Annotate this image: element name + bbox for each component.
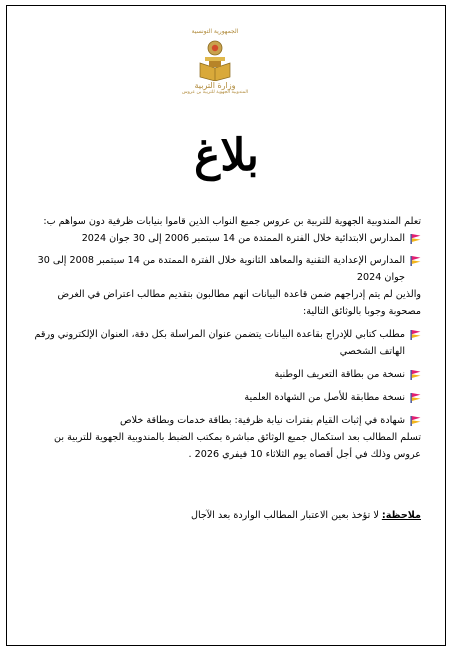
ministry-emblem-icon xyxy=(196,37,234,81)
document-written-request: مطلب كتابي للإدراج بقاعدة البيانات يتضمن عنوان المراسلة بكل دقة، العنوان الإلكتروني ورقم الهاتف الشخصي xyxy=(34,329,405,357)
flag-bullet-icon xyxy=(410,415,421,426)
flag-bullet-icon xyxy=(410,392,421,403)
list-item xyxy=(30,412,421,429)
intro-paragraph: تعلم المندوبية الجهوية للتربية بن عروس جميع النواب الذين قاموا بنيابات ظرفية دون سواهم ب: xyxy=(43,216,421,227)
document-title: بلاغ xyxy=(194,130,259,181)
list-item xyxy=(30,230,421,247)
note-text: لا تؤخذ بعين الاعتبار المطالب الواردة بعد الآجال xyxy=(190,510,379,521)
notice-body xyxy=(30,213,421,524)
note xyxy=(30,507,421,524)
period-primary: المدارس الابتدائية خلال الفترة الممتدة من 14 سبتمبر 2006 إلى 30 جوان 2024 xyxy=(81,233,405,244)
list-item xyxy=(30,366,421,383)
period-secondary: المدارس الإعدادية التقنية والمعاهد الثانوية خلال الفترة الممتدة من 14 سبتمبر 2008 إلى 30 جوان 2024 xyxy=(37,255,405,283)
list-item xyxy=(30,252,421,286)
regional-office-name: المندوبية الجهوية للتربية بن عروس xyxy=(181,90,249,95)
flag-bullet-icon xyxy=(410,329,421,340)
list-item xyxy=(30,389,421,406)
note-label: ملاحظة: xyxy=(381,510,421,521)
document-id-card: نسخة من بطاقة التعريف الوطنية xyxy=(274,369,405,380)
ministry-name: وزارة التربية xyxy=(194,81,236,90)
document-service-certificate: شهادة في إثبات القيام بفترات نيابة ظرفية: بطاقة خدمات وبطاقة خلاص xyxy=(120,415,405,426)
list-item xyxy=(30,326,421,360)
request-paragraph: والذين لم يتم إدراجهم ضمن قاعدة البيانات انهم مطالبون بتقديم مطالب اعتراض في الغرض مصحوبة وجوبا بالوثائق التالية: xyxy=(57,289,421,317)
republic-label: الجمهورية التونسية xyxy=(191,28,239,35)
flag-bullet-icon xyxy=(410,255,421,266)
deadline-paragraph: تسلم المطالب بعد استكمال جميع الوثائق مباشرة بمكتب الضبط بالمندوبية الجهوية للتربية بن عروس وذلك في أجل أقصاه يوم الثلاثاء 10 فيفري 2026 . xyxy=(54,432,421,460)
flag-bullet-icon xyxy=(410,369,421,380)
document-diploma-copy: نسخة مطابقة للأصل من الشهادة العلمية xyxy=(244,392,405,403)
letterhead xyxy=(180,28,250,96)
flag-bullet-icon xyxy=(410,233,421,244)
